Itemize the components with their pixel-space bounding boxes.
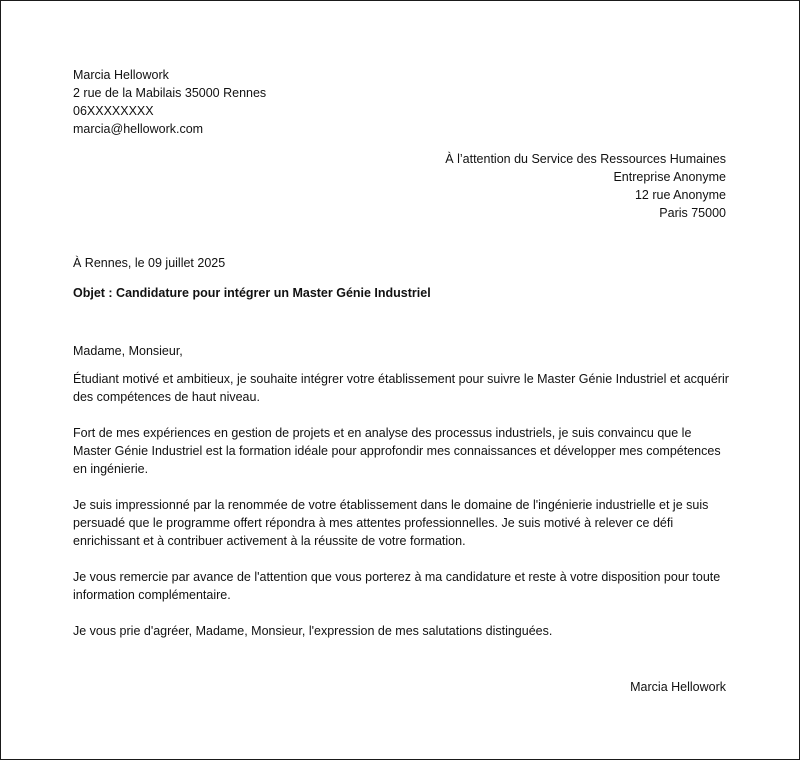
salutation: Madame, Monsieur,	[73, 344, 183, 358]
paragraph-closing: Je vous prie d'agréer, Madame, Monsieur, l'expression de mes salutations distinguées.	[73, 624, 553, 638]
date-line: À Rennes, le 09 juillet 2025	[73, 256, 226, 270]
sender-address: 2 rue de la Mabilais 35000 Rennes	[73, 86, 267, 100]
letter-body	[73, 342, 733, 658]
recipient-street: 12 rue Anonyme	[634, 188, 726, 202]
sender-email: marcia@hellowork.com	[73, 122, 204, 136]
subject-line: Objet : Candidature pour intégrer un Master Génie Industriel	[73, 286, 431, 300]
paragraph-intro: Étudiant motivé et ambitieux, je souhaite intégrer votre établissement pour suivre le Master Génie Industriel et acquérir des compétences de haut niveau.	[73, 372, 729, 404]
recipient-city: Paris 75000	[659, 206, 726, 220]
sender-phone: 06XXXXXXXX	[73, 104, 154, 118]
recipient-company: Entreprise Anonyme	[613, 170, 726, 184]
recipient-attention: À l’attention du Service des Ressources Humaines	[445, 152, 726, 166]
recipient-block	[445, 150, 726, 222]
signature: Marcia Hellowork	[630, 680, 726, 694]
paragraph-experience: Fort de mes expériences en gestion de projets et en analyse des processus industriels, je suis convaincu que le Master Génie Industriel est la formation idéale pour approfondir mes connaissances et développer mes compétences en ingénierie.	[73, 426, 721, 476]
sender-block	[73, 66, 266, 138]
paragraph-thanks: Je vous remercie par avance de l'attention que vous porterez à ma candidature et reste à votre disposition pour toute information complémentaire.	[73, 570, 721, 602]
sender-name: Marcia Hellowork	[73, 68, 169, 82]
paragraph-motivation: Je suis impressionné par la renommée de votre établissement dans le domaine de l'ingénierie industrielle et je suis persuadé que le programme offert répondra à mes attentes professionnelles. Je suis motivé à relever ce défi enrichissant et à contribuer activement à la réussite de votre formation.	[73, 498, 709, 548]
